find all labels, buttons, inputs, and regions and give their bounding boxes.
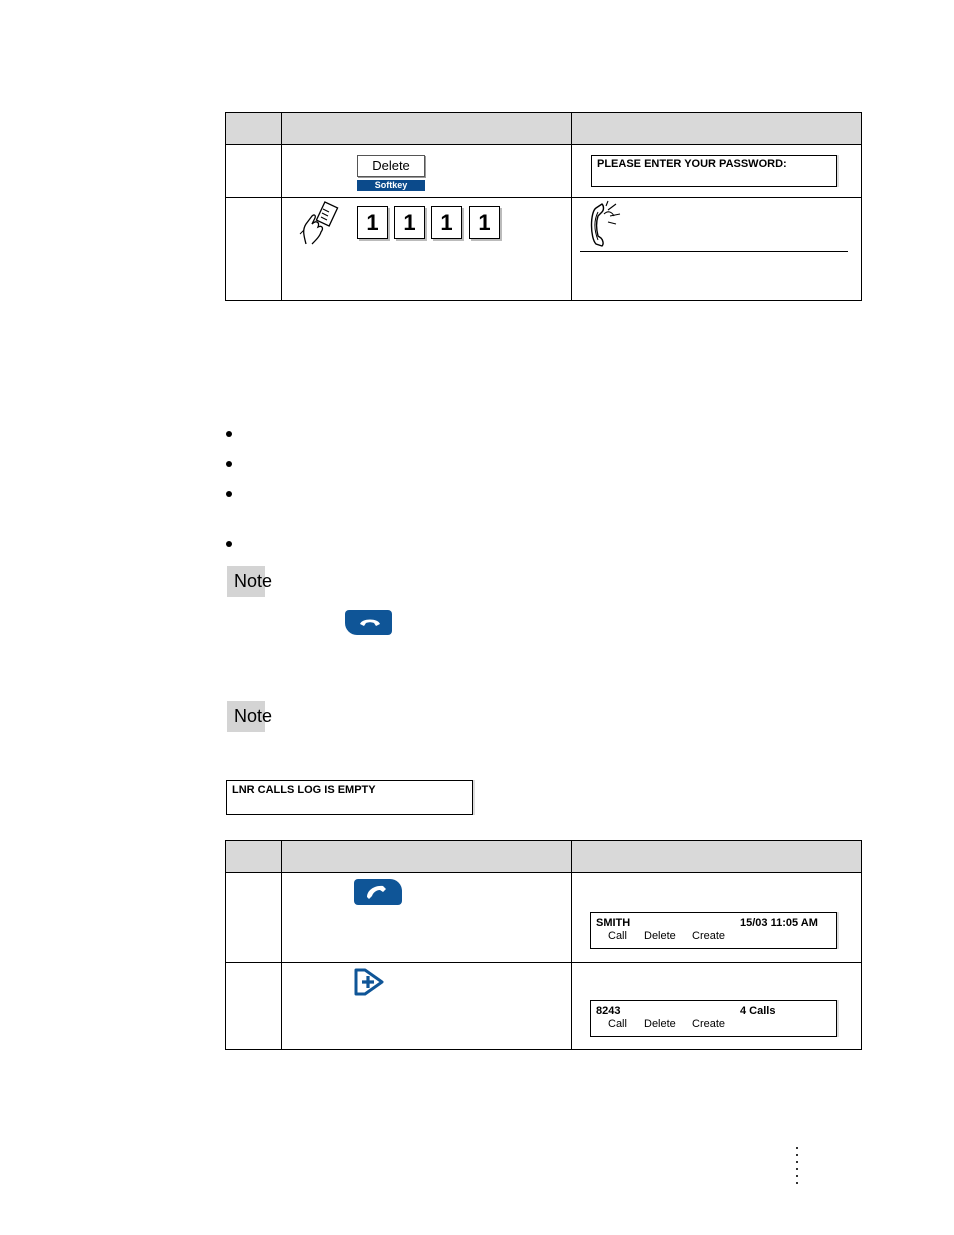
softkey-delete[interactable]: Delete	[644, 930, 676, 942]
navigation-plus-key-icon[interactable]	[353, 967, 385, 997]
softkey-call[interactable]: Call	[608, 1018, 627, 1030]
handset-lift-icon	[586, 200, 628, 250]
column-divider	[571, 113, 572, 300]
call-datetime: 15/03 11:05 AM	[740, 917, 818, 929]
row-divider	[226, 962, 861, 963]
call-log-display-smith	[590, 912, 837, 949]
table-header	[226, 113, 861, 145]
digit-key-1[interactable]: 1	[394, 206, 425, 239]
display-text: LNR CALLS LOG IS EMPTY	[232, 784, 376, 796]
row-divider	[226, 197, 861, 198]
table-header	[226, 841, 861, 873]
softkey-create[interactable]: Create	[692, 930, 726, 942]
bullet-point	[226, 461, 232, 467]
softkey-delete[interactable]: Delete	[644, 1018, 676, 1030]
delete-softkey-button[interactable]: Delete	[357, 155, 425, 177]
digit-key-1[interactable]: 1	[357, 206, 388, 239]
handsfree-key[interactable]	[354, 879, 402, 905]
handsfree-key-icon	[365, 884, 389, 900]
digit-key-1[interactable]: 1	[431, 206, 462, 239]
display-underline	[580, 251, 848, 252]
column-divider	[281, 113, 282, 300]
softkey-tag: Softkey	[357, 180, 425, 191]
softkey-create[interactable]: Create	[692, 1018, 726, 1030]
column-divider	[571, 841, 572, 1049]
caller-number: 8243	[596, 1005, 621, 1017]
bullet-point	[226, 541, 232, 547]
caller-name: SMITH	[596, 917, 631, 929]
hand-keypad-icon	[298, 200, 340, 248]
column-divider	[281, 841, 282, 1049]
release-key[interactable]	[345, 610, 392, 635]
call-count: 4 Calls	[740, 1005, 776, 1017]
note-label: Note	[227, 566, 265, 597]
bullet-point	[226, 491, 232, 497]
bullet-point	[226, 431, 232, 437]
display-text: PLEASE ENTER YOUR PASSWORD:	[597, 158, 787, 170]
note-label: Note	[227, 701, 265, 732]
release-key-icon	[359, 616, 381, 628]
lnr-calls-display	[226, 780, 473, 815]
softkey-call[interactable]: Call	[608, 930, 627, 942]
call-log-display-8243	[590, 1000, 837, 1037]
password-display	[591, 155, 837, 187]
digit-key-1[interactable]: 1	[469, 206, 500, 239]
